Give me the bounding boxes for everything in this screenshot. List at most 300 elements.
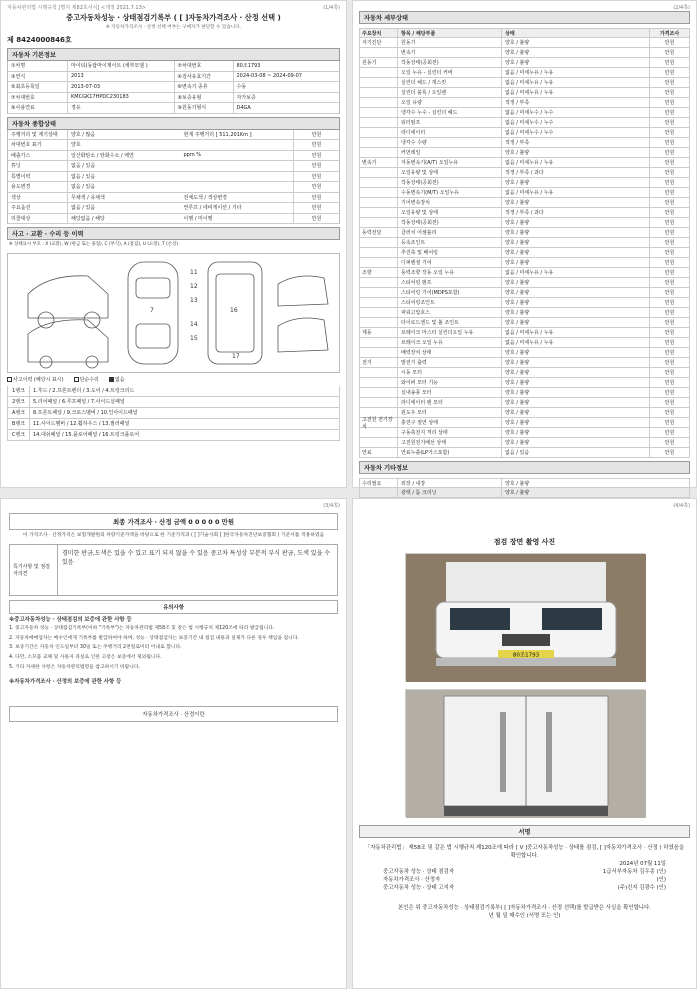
- basic-key: ③연식: [8, 72, 68, 82]
- signer-role: 자동차가격조사 · 산정자: [383, 877, 441, 883]
- svg-text:11: 11: [190, 268, 198, 276]
- detail-item: 작동상태(공회전): [398, 178, 502, 187]
- detail-row: [359, 218, 690, 228]
- svg-text:12: 12: [190, 282, 198, 290]
- signer-name: 1급서부자동차 김우종 (인): [602, 869, 666, 875]
- overall-row: [7, 214, 340, 225]
- detail-row: [359, 418, 690, 428]
- sign-statement: 「자동차관리법」 제58조 및 같은 법 시행규칙 제120조에 따라 [ V ]중고자동차성능 · 상태를 점검, [ ]자동차가격조사 · 산정 ) 하였음을 확인합니다.: [364, 845, 685, 859]
- detail-status: 양호 / 불량: [505, 240, 530, 246]
- basic-info-table: [1, 61, 346, 114]
- detail-status: 양호 / 불량: [505, 390, 530, 396]
- signer-row: [383, 884, 666, 892]
- overall-value: 없음 / 있음: [71, 173, 96, 180]
- notice-list: [1, 626, 346, 671]
- accident-note: ※ 상태표시 부호 : X (교환), W (판금 또는 용접), C (부식), A (흠집), U (요철), T (손상): [9, 242, 179, 247]
- detail-row: [359, 118, 690, 128]
- detail-device: 조향: [360, 268, 398, 277]
- price-cell: 만원: [293, 140, 339, 150]
- detail-item: 라디에이터: [398, 128, 502, 137]
- price-cell: 만원: [649, 118, 689, 127]
- basic-key: ⑦차대번호: [8, 93, 68, 103]
- form-note: 자동차관리법 시행규칙 [별지 제82호서식] <개정 2021.7.13>: [7, 5, 146, 11]
- detail-status: 양호 / 불량: [505, 350, 530, 356]
- svg-text:15: 15: [190, 334, 198, 342]
- detail-row: [359, 138, 690, 148]
- other-status: 양호 / 불량: [505, 490, 530, 496]
- svg-text:7: 7: [150, 306, 154, 314]
- detail-device: 고전원 전기장치: [360, 418, 398, 427]
- overall-value: 일산화탄소 / 탄화수소 / 매연: [71, 152, 134, 159]
- detail-item: 라디에이터 팬 모터: [398, 398, 502, 407]
- detail-item: 오일 유량: [398, 98, 502, 107]
- detail-device: [360, 348, 398, 357]
- car-outline-icon: [8, 254, 341, 372]
- detail-status: 양호 / 불량: [505, 280, 530, 286]
- detail-status: 양호 / 불량: [505, 400, 530, 406]
- price-cell: 만원: [649, 108, 689, 117]
- detail-item: 윈도우 모터: [398, 408, 502, 417]
- price-cell: 만원: [649, 178, 689, 187]
- buyer-statement: 본인은 위 중고자동차성능 · 상태점검기록부( [ ]자동차가격조사 · 산정 선택)를 발급받은 사실을 확인합니다.: [398, 905, 651, 911]
- detail-device: 전기: [360, 358, 398, 367]
- basic-key-2: ⑥변속기 종류: [174, 82, 234, 92]
- detail-row: [359, 288, 690, 298]
- detail-item: 와이퍼 모터 기능: [398, 378, 502, 387]
- detail-device: 제동: [360, 328, 398, 337]
- part-row: [7, 397, 340, 408]
- price-cell: 만원: [649, 68, 689, 77]
- detail-row: [359, 198, 690, 208]
- basic-row: [7, 61, 340, 72]
- opinion-text: 경미한 판금,도색은 있을 수 있고 표기 되지 않을 수 있음 중고차 특성상 부분적 부식 판금, 도색 있을 수 있음: [62, 549, 331, 566]
- record-page-4: [352, 498, 697, 989]
- other-row: [359, 488, 690, 498]
- detail-row: [359, 428, 690, 438]
- detail-device: [360, 298, 398, 307]
- detail-status: 양호 / 불량: [505, 360, 530, 366]
- signer-row: [383, 876, 666, 884]
- part-list: 14.대쉬패널 / 15.플로어패널 / 16.트렁크플로어: [33, 432, 140, 439]
- detail-row: [359, 98, 690, 108]
- overall-key: 특별이력: [8, 172, 68, 182]
- basic-key-2: ⑧보증유형: [174, 93, 234, 103]
- detail-item: 파워고압호스: [398, 308, 502, 317]
- detail-status: 없음 / 미세누유 / 누유: [505, 330, 554, 336]
- price-cell: 만원: [649, 98, 689, 107]
- sign-date: 2024년 07월 11일: [619, 861, 666, 867]
- part-rank-table: [1, 386, 346, 441]
- legend: [7, 376, 340, 383]
- price-cell: 만원: [649, 348, 689, 357]
- detail-item: 변속기: [398, 48, 502, 57]
- truck-rear-photo: [405, 689, 645, 817]
- detail-status: 양호 / 불량: [505, 380, 530, 386]
- notice-item: 2. 자동차매매업자는 매수인에게 기록부를 발급하여야 하며, 성능 · 상태점검자는 보증기간 내 점검 내용과 실제가 다른 경우 책임을 집니다.: [9, 635, 299, 641]
- detail-device: [360, 198, 398, 207]
- detail-row: [359, 88, 690, 98]
- detail-status: 없음 / 미세누유 / 누유: [505, 340, 554, 346]
- legend-accident: 사고이력 (해당시 표시): [7, 376, 64, 383]
- price-cell: 만원: [649, 328, 689, 337]
- detail-row: [359, 58, 690, 68]
- detail-status: 없음 / 미세누수 / 누수: [505, 110, 554, 116]
- final-price: 최종 가격조사 · 산정 금액 0 0 0 0 0 만원: [9, 513, 338, 530]
- basic-value-2: 자가보증: [236, 94, 256, 101]
- detail-row: [359, 398, 690, 408]
- price-cell: 만원: [649, 288, 689, 297]
- detail-item: 오일 누유 - 실린더 커버: [398, 68, 502, 77]
- detail-status: 양호 / 불량: [505, 40, 530, 46]
- detail-row: [359, 188, 690, 198]
- detail-status: 양호 / 불량: [505, 370, 530, 376]
- overall-row: [7, 182, 340, 193]
- overall-detail: 현재 주행거리 [ 511,201Km ]: [183, 131, 252, 138]
- detail-item: 냉각수 수량: [398, 138, 502, 147]
- opinion-box: [9, 544, 338, 596]
- detail-item: 오일유량 및 상태: [398, 208, 502, 217]
- detail-device: [360, 148, 398, 157]
- detail-item: 연료누출(LP가스포함): [398, 448, 502, 457]
- notice-item: 3. 보증기간은 자동차 인도일부터 30일 또는 주행거리 2천킬로미터 이내로 합니다.: [9, 645, 182, 651]
- signer-name: (주)진지 김광수 (인): [617, 885, 666, 891]
- page-number: (2/4쪽): [673, 5, 690, 11]
- price-cell: 만원: [649, 378, 689, 387]
- detail-row: [359, 128, 690, 138]
- footer-box: 자동차가격조사 · 산정이란: [9, 706, 338, 722]
- detail-device: [360, 368, 398, 377]
- overall-detail: [181, 172, 294, 182]
- basic-value-2: 수동: [236, 84, 247, 91]
- detail-status: 없음 / 미세누유 / 누유: [505, 270, 554, 276]
- overall-row: [7, 140, 340, 151]
- detail-item: 구동축전지 격리 상태: [398, 428, 502, 437]
- detail-status: 적정 / 부족: [505, 100, 530, 106]
- overall-key: 차대번호 표기: [8, 140, 68, 150]
- detail-row: [359, 208, 690, 218]
- signer-role: 중고자동차 성능 · 상태 고지자: [383, 885, 455, 891]
- price-cell: 만원: [649, 238, 689, 247]
- detail-row: [359, 308, 690, 318]
- detail-row: [359, 368, 690, 378]
- detail-item: 실린더 블록 / 오일팬: [398, 88, 502, 97]
- price-cell: 만원: [649, 88, 689, 97]
- svg-text:16: 16: [230, 306, 238, 314]
- basic-value-2: D4GA: [236, 104, 251, 111]
- detail-device: [360, 378, 398, 387]
- detail-row: [359, 278, 690, 288]
- detail-status: 양호 / 불량: [505, 430, 530, 436]
- other-item: 외장 / 내장: [398, 479, 502, 487]
- detail-item: 수동변속기(M/T) 오일누유: [398, 188, 502, 197]
- detail-row: [359, 78, 690, 88]
- detail-status: 양호 / 불량: [505, 220, 530, 226]
- detail-row: [359, 328, 690, 338]
- page-number: (4/4쪽): [673, 503, 690, 509]
- detail-row: [359, 248, 690, 258]
- truck-front-photo: [405, 553, 645, 681]
- price-cell: 만원: [649, 398, 689, 407]
- detail-device: [360, 178, 398, 187]
- detail-status: 적정 / 부족: [505, 140, 530, 146]
- page-title: 중고자동차성능 · 상태점검기록부 ( [ ]자동차가격조사 · 산정 선택 ): [66, 13, 281, 22]
- detail-status: 없음 / 미세누수 / 누수: [505, 130, 554, 136]
- detail-row: [359, 348, 690, 358]
- detail-row: [359, 148, 690, 158]
- detail-row: [359, 448, 690, 458]
- part-row: [7, 430, 340, 441]
- header-cell: 주요장치: [360, 29, 398, 37]
- detail-device: [360, 438, 398, 447]
- part-row: [7, 386, 340, 397]
- detail-status: 양호 / 불량: [505, 260, 530, 266]
- part-list: 8.프론트패널 / 9.크로스멤버 / 10.인사이드패널: [33, 410, 138, 417]
- overall-value: 없음 / 있음: [71, 163, 96, 170]
- overall-detail: ppm %: [183, 152, 202, 159]
- detail-row: [359, 338, 690, 348]
- notice-item: 1. 중고자동차 성능 · 상태점검기록부(이하 "기록부")는 자동차관리법 제58조 및 같은 법 시행규칙 제120조에 따라 발급됩니다.: [9, 626, 275, 632]
- notice-subtitle: ※중고자동차성능 · 상태점검의 보증에 관한 사항 등: [9, 616, 132, 623]
- price-cell: 만원: [649, 228, 689, 237]
- detail-item: 시동 모터: [398, 368, 502, 377]
- price-basis: 이 가격조사 · 산정가격은 보험개발원의 차량기준가액을 바탕으로 한 기준가격과 ( [ ]기술사회 [ ]한국자동차진단보증협회 ) 기준서를 적용하였음: [22, 533, 325, 538]
- price-cell: 만원: [649, 138, 689, 147]
- basic-key-2: ④검사유효기간: [174, 72, 234, 82]
- basic-row: [7, 72, 340, 83]
- detail-item: 작동상태(공회전): [398, 58, 502, 67]
- overall-key: 주행거리 및 계기상태: [8, 130, 68, 140]
- price-cell: 만원: [649, 148, 689, 157]
- overall-row: [7, 193, 340, 204]
- price-cell: 만원: [649, 38, 689, 47]
- detail-status-table: [359, 28, 690, 458]
- price-cell: 만원: [293, 151, 339, 161]
- basic-value: KMCGK17HPDC230183: [71, 94, 129, 101]
- overall-value: 양호: [71, 142, 81, 149]
- section-header-detail: 자동차 세부상태: [359, 11, 690, 24]
- price-cell: 만원: [649, 278, 689, 287]
- detail-row: [359, 358, 690, 368]
- notice-item: 5. 기타 자세한 사항은 자동차관리법령을 참고하시기 바랍니다.: [9, 664, 141, 670]
- signer-row: [383, 868, 666, 876]
- detail-status: 없음 / 미세누유 / 누유: [505, 190, 554, 196]
- section-header-other: 자동차 기타정보: [359, 461, 690, 474]
- svg-text:13: 13: [190, 296, 198, 304]
- detail-device: [360, 338, 398, 347]
- detail-item: 클러치 어셈블리: [398, 228, 502, 237]
- detail-item: 발전기 출력: [398, 358, 502, 367]
- detail-row: [359, 48, 690, 58]
- record-page-2: [352, 0, 697, 496]
- overall-value: 없음 / 있음: [71, 205, 96, 212]
- basic-key-2: ⑩원동기형식: [174, 103, 234, 113]
- page-number: (1/4쪽): [323, 5, 340, 11]
- detail-device: [360, 388, 398, 397]
- detail-row: [359, 378, 690, 388]
- basic-value: 마이티(동탑마이제이트 (세부모델 ): [71, 63, 148, 70]
- detail-device: [360, 188, 398, 197]
- legend-repair: 단순수리: [74, 376, 99, 383]
- price-cell: 만원: [649, 388, 689, 397]
- other-row: [359, 478, 690, 488]
- detail-item: 냉각수 누수 - 실린더 헤드: [398, 108, 502, 117]
- detail-device: [360, 288, 398, 297]
- detail-item: 타이로드엔드 및 볼 조인트: [398, 318, 502, 327]
- price-cell: 만원: [293, 203, 339, 213]
- overall-row: [7, 151, 340, 162]
- truck-rear-icon: [406, 690, 646, 818]
- detail-item: 고전원전기배선 상태: [398, 438, 502, 447]
- price-cell: 만원: [293, 193, 339, 203]
- part-row: [7, 408, 340, 419]
- detail-device: [360, 208, 398, 217]
- detail-row: [359, 68, 690, 78]
- price-cell: 만원: [649, 308, 689, 317]
- basic-value: 2013: [71, 73, 84, 80]
- overall-detail: 썬루프 / 네비게이션 / 기타: [183, 205, 242, 212]
- detail-device: 동력전달: [360, 228, 398, 237]
- detail-device: [360, 128, 398, 137]
- detail-device: [360, 88, 398, 97]
- detail-device: [360, 68, 398, 77]
- header-cell: 상태: [505, 30, 515, 37]
- basic-key-2: ⑦차대번호: [174, 61, 234, 71]
- part-list: 5.리어패널 / 6.루프패널 / 7.사이드실패널: [33, 399, 125, 406]
- detail-status: 적정 / 부족 / 과다: [505, 210, 544, 216]
- record-page-3: [0, 498, 347, 989]
- basic-key: ①차명: [8, 61, 68, 71]
- part-list: 1.후드 / 2.프론트펜더 / 3.도어 / 4.트렁크리드: [33, 388, 135, 395]
- price-cell: 만원: [649, 358, 689, 367]
- detail-item: 실린더 헤드 / 개스킷: [398, 78, 502, 87]
- detail-item: 디퍼렌셜 기어: [398, 258, 502, 267]
- overall-detail: 이행 / 미이행: [183, 215, 213, 222]
- other-category: [360, 488, 398, 497]
- overall-value: 양호 / 많음: [71, 131, 96, 138]
- detail-row: [359, 438, 690, 448]
- detail-item: 브레이크 마스터 실린더오일 누유: [398, 328, 502, 337]
- detail-device: [360, 238, 398, 247]
- basic-key: ⑨사용연료: [8, 103, 68, 113]
- detail-status: 양호 / 불량: [505, 420, 530, 426]
- signer-role: 중고자동차 성능 · 상태 점검자: [383, 869, 455, 875]
- detail-device: [360, 308, 398, 317]
- detail-status: 양호 / 불량: [505, 200, 530, 206]
- price-cell: 만원: [649, 58, 689, 67]
- car-damage-diagram: [7, 253, 340, 373]
- detail-row: [359, 228, 690, 238]
- signer-list: [353, 868, 696, 892]
- record-page-1: [0, 0, 347, 488]
- overall-detail: 전체도색 / 색상변경: [183, 194, 228, 201]
- overall-key: 주요옵션: [8, 203, 68, 213]
- price-cell: 만원: [649, 258, 689, 267]
- detail-row: [359, 268, 690, 278]
- basic-row: [7, 93, 340, 104]
- overall-row: [7, 130, 340, 141]
- detail-status: 양호 / 불량: [505, 300, 530, 306]
- detail-device: [360, 78, 398, 87]
- accident-yn: 없음: [109, 376, 125, 383]
- detail-item: 충전구 절연 상태: [398, 418, 502, 427]
- price-notice-title: ※자동차가격조사 · 산정의 보증에 관한 사항 등: [9, 679, 122, 686]
- price-cell: 만원: [293, 172, 339, 182]
- detail-device: [360, 248, 398, 257]
- header-cell: 가격조사: [649, 29, 689, 37]
- other-category: 수리필요: [360, 479, 398, 487]
- section-header-accident: 사고 · 교환 · 수리 등 이력: [7, 227, 340, 240]
- detail-row: [359, 168, 690, 178]
- part-row: [7, 419, 340, 430]
- price-cell: 만원: [649, 198, 689, 207]
- detail-device: [360, 278, 398, 287]
- detail-item: 브레이크 오일 누유: [398, 338, 502, 347]
- price-cell: 만원: [649, 248, 689, 257]
- detail-status: 적정 / 부족 / 과다: [505, 170, 544, 176]
- detail-status: 양호 / 불량: [505, 150, 530, 156]
- detail-device: [360, 318, 398, 327]
- detail-item: 스티어링 펌프: [398, 278, 502, 287]
- price-cell: 만원: [649, 128, 689, 137]
- basic-value-2: 80조1793: [236, 63, 261, 70]
- detail-item: 스티어링 기어(MDPS포함): [398, 288, 502, 297]
- price-cell: 만원: [649, 158, 689, 167]
- overall-detail: [181, 161, 294, 171]
- truck-front-icon: [406, 554, 646, 682]
- part-rank: 1랭크: [8, 386, 30, 396]
- detail-item: 동력조향 작동 오일 누유: [398, 268, 502, 277]
- basic-value: 경유: [71, 105, 81, 112]
- detail-status: 양호 / 불량: [505, 230, 530, 236]
- detail-device: [360, 98, 398, 107]
- detail-device: [360, 118, 398, 127]
- price-cell: 만원: [293, 130, 339, 140]
- price-cell: 만원: [649, 408, 689, 417]
- price-cell: 만원: [293, 214, 339, 224]
- basic-row: [7, 82, 340, 93]
- overall-key: 튜닝: [8, 161, 68, 171]
- detail-device: [360, 48, 398, 57]
- detail-item: 커먼레일: [398, 148, 502, 157]
- overall-value: 무채색 / 유채색: [71, 194, 105, 201]
- detail-device: [360, 428, 398, 437]
- page-number: (3/4쪽): [323, 503, 340, 509]
- detail-device: [360, 138, 398, 147]
- detail-device: [360, 168, 398, 177]
- record-number: 제 8424000846호: [7, 36, 72, 44]
- part-rank: 2랭크: [8, 397, 30, 407]
- detail-item: 배력장치 상태: [398, 348, 502, 357]
- basic-value-2: 2024-03-08 ~ 2024-09-07: [236, 73, 302, 80]
- detail-row: [359, 108, 690, 118]
- overall-key: 용도변경: [8, 182, 68, 192]
- price-cell: 만원: [649, 208, 689, 217]
- detail-item: 워터펌프: [398, 118, 502, 127]
- detail-status: 없음 / 있음: [505, 450, 530, 456]
- part-rank: B랭크: [8, 419, 30, 429]
- basic-value: 2013-07-03: [71, 83, 101, 90]
- detail-row: [359, 158, 690, 168]
- price-cell: 만원: [649, 418, 689, 427]
- other-item: 광택 / 룸 크리닝: [398, 488, 502, 497]
- price-cell: 만원: [649, 438, 689, 447]
- detail-item: 추진축 및 베어링: [398, 248, 502, 257]
- detail-item: 스티어링조인트: [398, 298, 502, 307]
- detail-device: [360, 398, 398, 407]
- other-status: 양호 / 불량: [505, 480, 530, 487]
- detail-status: 양호 / 불량: [505, 180, 530, 186]
- price-cell: 만원: [649, 338, 689, 347]
